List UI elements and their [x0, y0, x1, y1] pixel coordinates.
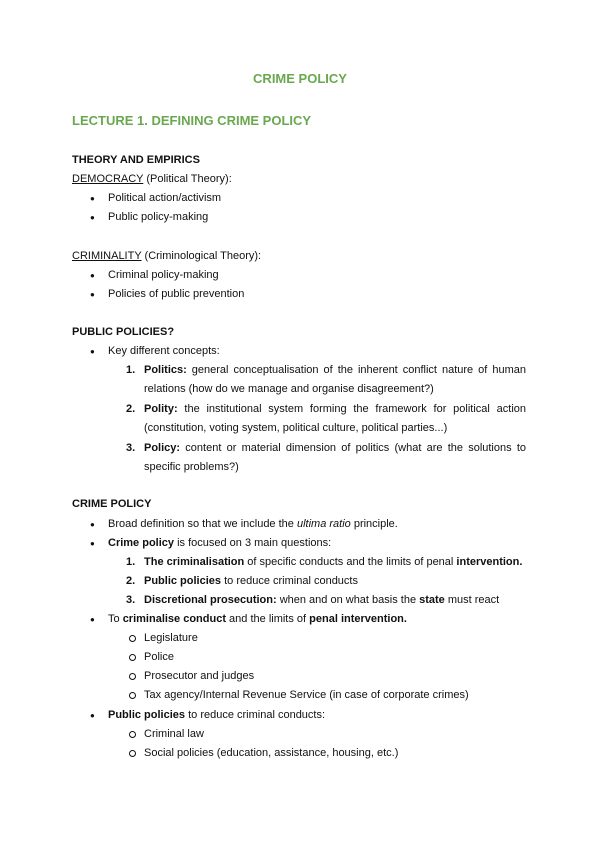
text-span: to reduce criminal conducts: — [185, 709, 326, 721]
criminality-rest: (Criminological Theory): — [141, 250, 262, 262]
sub-list-item: Tax agency/Internal Revenue Service (in case of corporate crimes) — [144, 689, 469, 701]
ultima-ratio-text: ultima ratio — [296, 518, 351, 530]
circle-bullet-icon — [129, 654, 136, 661]
question-public-policies — [144, 574, 358, 588]
bullet-icon: ● — [90, 290, 95, 299]
circle-bullet-icon — [129, 673, 136, 680]
list-item: Policies of public prevention — [108, 288, 245, 300]
item-number: 2. — [126, 575, 136, 587]
theory-heading: THEORY AND EMPIRICS — [72, 154, 200, 166]
item-number: 2. — [126, 403, 136, 415]
item-number: 3. — [126, 442, 136, 454]
item-text: content or material dimension of politics (what are the solutions to specific problems?) — [144, 442, 526, 473]
criminality-term: CRIMINALITY — [72, 250, 142, 262]
item-text: general conceptualisation of the inherent conflict nature of human relations (how do we manage and organise disagreement?) — [144, 364, 526, 395]
list-item — [108, 536, 331, 550]
circle-bullet-icon — [129, 731, 136, 738]
bullet-icon: ● — [90, 347, 95, 356]
bold-term: Discretional prosecution: — [144, 594, 277, 606]
bold-term: Public policies — [144, 575, 222, 587]
text-span: To — [108, 613, 123, 625]
text-span: of specific conducts and the limits of penal — [244, 556, 457, 568]
bold-term: penal intervention. — [309, 613, 407, 625]
circle-bullet-icon — [129, 635, 136, 642]
text-span: must react — [444, 594, 500, 606]
sub-list-item: Criminal law — [144, 728, 204, 740]
bullet-icon: ● — [90, 539, 95, 548]
bullet-icon: ● — [90, 711, 95, 720]
bold-term: Crime policy — [108, 537, 175, 549]
sub-list-item: Prosecutor and judges — [144, 670, 255, 682]
text-span: when and on what basis the — [276, 594, 420, 606]
crime-policy-heading: CRIME POLICY — [72, 498, 152, 510]
text-span: to reduce criminal conducts — [221, 575, 358, 587]
bullet-icon: ● — [90, 213, 95, 222]
democracy-line — [72, 172, 232, 186]
list-item — [108, 612, 407, 626]
document-title: CRIME POLICY — [253, 71, 347, 86]
item-number: 1. — [126, 556, 136, 568]
list-item: Criminal policy-making — [108, 269, 219, 281]
item-term: Policy: — [144, 442, 181, 454]
list-item — [108, 517, 398, 531]
bullet-icon: ● — [90, 271, 95, 280]
sub-list-item: Legislature — [144, 632, 198, 644]
text-span: and the limits of — [226, 613, 310, 625]
public-policies-heading: PUBLIC POLICIES? — [72, 326, 175, 338]
bold-term: The criminalisation — [144, 556, 245, 568]
list-item: Public policy-making — [108, 211, 209, 223]
bullet-icon: ● — [90, 194, 95, 203]
text-span: is focused on 3 main questions: — [174, 537, 332, 549]
list-item: Political action/activism — [108, 192, 222, 204]
item-number: 1. — [126, 364, 136, 376]
circle-bullet-icon — [129, 692, 136, 699]
question-criminalisation — [144, 555, 522, 569]
bold-term: Public policies — [108, 709, 186, 721]
bullet-icon: ● — [90, 520, 95, 529]
list-item — [108, 708, 325, 722]
item-text: the institutional system forming the framework for political action (constitution, voting system, political culture, political parties...) — [144, 403, 526, 434]
numbered-item-policy — [144, 439, 526, 477]
item-number: 3. — [126, 594, 136, 606]
sub-list-item: Social policies (education, assistance, housing, etc.) — [144, 747, 399, 759]
text-span: principle. — [350, 518, 398, 530]
circle-bullet-icon — [129, 750, 136, 757]
criminality-line — [72, 249, 261, 263]
numbered-item-polity — [144, 400, 526, 438]
democracy-term: DEMOCRACY — [72, 173, 144, 185]
numbered-item-politics — [144, 361, 526, 399]
list-item: Key different concepts: — [108, 345, 220, 357]
question-prosecution — [144, 593, 499, 607]
bold-term: state — [419, 594, 445, 606]
sub-list-item: Police — [144, 651, 174, 663]
bullet-icon: ● — [90, 615, 95, 624]
item-term: Polity: — [144, 403, 178, 415]
lecture-title: LECTURE 1. DEFINING CRIME POLICY — [72, 113, 312, 128]
democracy-rest: (Political Theory): — [143, 173, 232, 185]
bold-term: intervention. — [456, 556, 523, 568]
bold-term: criminalise conduct — [122, 613, 226, 625]
item-term: Politics: — [144, 364, 187, 376]
text-span: Broad definition so that we include the — [108, 518, 297, 530]
